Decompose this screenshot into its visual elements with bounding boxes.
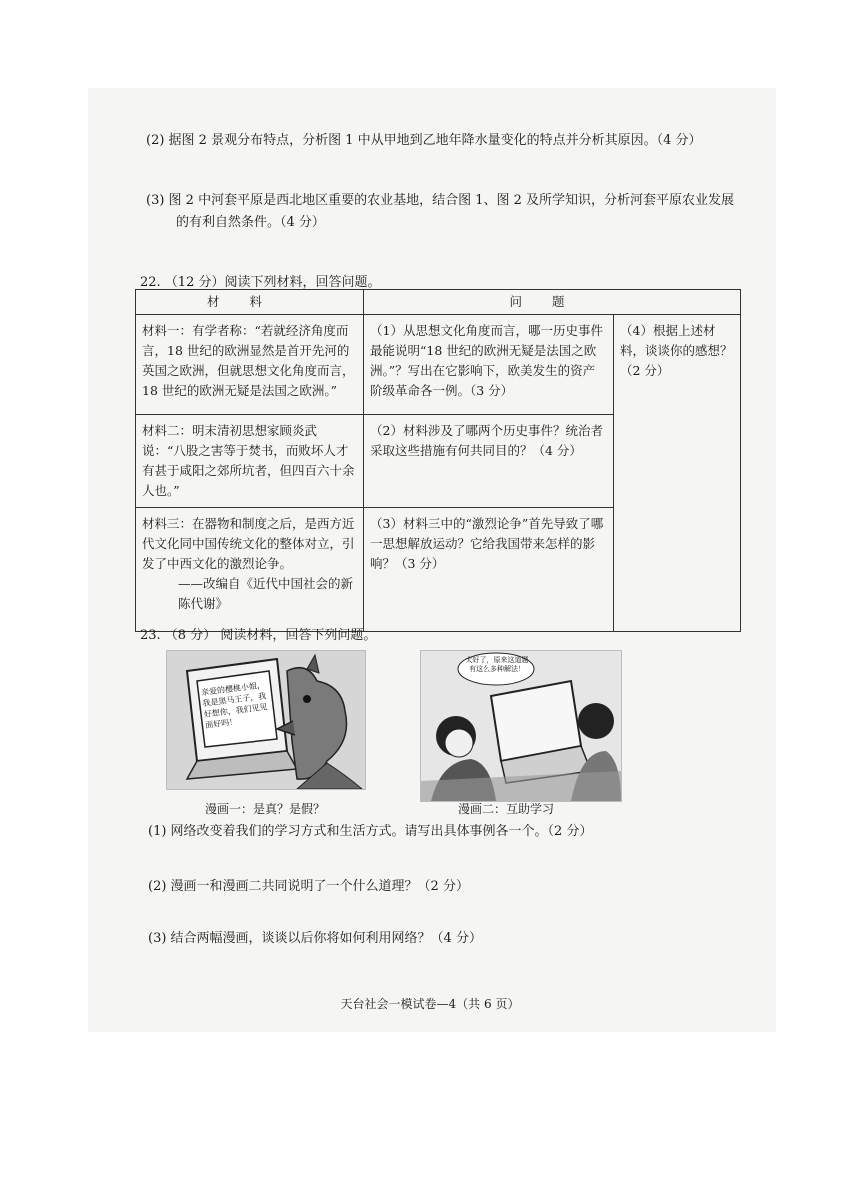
q23-sub2: (2) 漫画一和漫画二共同说明了一个什么道理？（2 分） [148, 879, 469, 894]
material-3 [136, 508, 364, 632]
cartoon-wolf-computer [166, 650, 366, 790]
q21-part2: (2) 据图 2 景观分布特点，分析图 1 中从甲地到乙地年降水量变化的特点并分析其原因。（4 分） [146, 133, 702, 148]
question-4 [614, 315, 741, 632]
cartoon2-bubble-text: 太好了，原来这道题有这么多种解法！ [465, 656, 529, 673]
cartoon-students-computers [420, 650, 622, 802]
question-1 [364, 315, 614, 415]
question-2 [364, 415, 614, 508]
page-footer: 天台社会一模试卷—4（共 6 页） [340, 997, 520, 1011]
cartoon1-screen-text: 亲爱的樱桃小姐，我是黑马王子，我好想你，我们见见面好吗！ [200, 680, 268, 730]
material-3-text: 材料三：在器物和制度之后，是西方近代文化同中国传统文化的整体对立，引发了中西文化的激烈论争。 [142, 516, 355, 571]
q22-heading: 22. （12 分）阅读下列材料，回答问题。 [140, 275, 381, 290]
material-1-text: 材料一：有学者称：“若就经济角度而言，18 世纪的欧洲显然是首开先河的英国之欧洲，但就思想文化角度而言，18 世纪的欧洲无疑是法国之欧洲。” [142, 323, 355, 398]
q21-part3-line2: 的有利自然条件。（4 分） [176, 215, 325, 230]
cartoon2-caption: 漫画二：互助学习 [458, 802, 555, 816]
material-3-source: ——改编自《近代中国社会的新陈代谢》 [178, 576, 354, 611]
q21-part3-line1: (3) 图 2 中河套平原是西北地区重要的农业基地，结合图 1、图 2 及所学知识，分析河套平原农业发展 [146, 193, 735, 208]
header-material: 材料 [136, 290, 364, 315]
question-4-text: （4）根据上述材料，谈谈你的感想？（2 分） [620, 323, 733, 378]
q23-heading: 23. （8 分） 阅读材料，回答下列问题。 [140, 628, 377, 643]
question-3-text: （3）材料三中的“激烈论争”首先导致了哪一思想解放运动？它给我国带来怎样的影响？（3 分） [370, 516, 604, 571]
question-1-text: （1）从思想文化角度而言，哪一历史事件最能说明“18 世纪的欧洲无疑是法国之欧洲。”？写出在它影响下，欧美发生的资产阶级革命各一例。（3 分） [370, 323, 603, 398]
q23-sub3: (3) 结合两幅漫画，谈谈以后你将如何利用网络？（4 分） [148, 931, 482, 946]
header-question: 问题 [364, 290, 741, 315]
material-2 [136, 415, 364, 508]
q22-material-table [135, 289, 741, 632]
question-2-text: （2）材料涉及了哪两个历史事件？统治者采取这些措施有何共同目的？（4 分） [370, 423, 603, 458]
material-1 [136, 315, 364, 415]
cartoon1-caption: 漫画一：是真？是假？ [205, 802, 326, 816]
question-3 [364, 508, 614, 632]
material-2-text: 材料二：明末清初思想家顾炎武说：“八股之害等于焚书，而败坏人才有甚于咸阳之郊所坑者，但四百六十余人也。” [142, 423, 355, 498]
q23-sub1: (1) 网络改变着我们的学习方式和生活方式。请写出具体事例各一个。（2 分） [148, 824, 593, 839]
